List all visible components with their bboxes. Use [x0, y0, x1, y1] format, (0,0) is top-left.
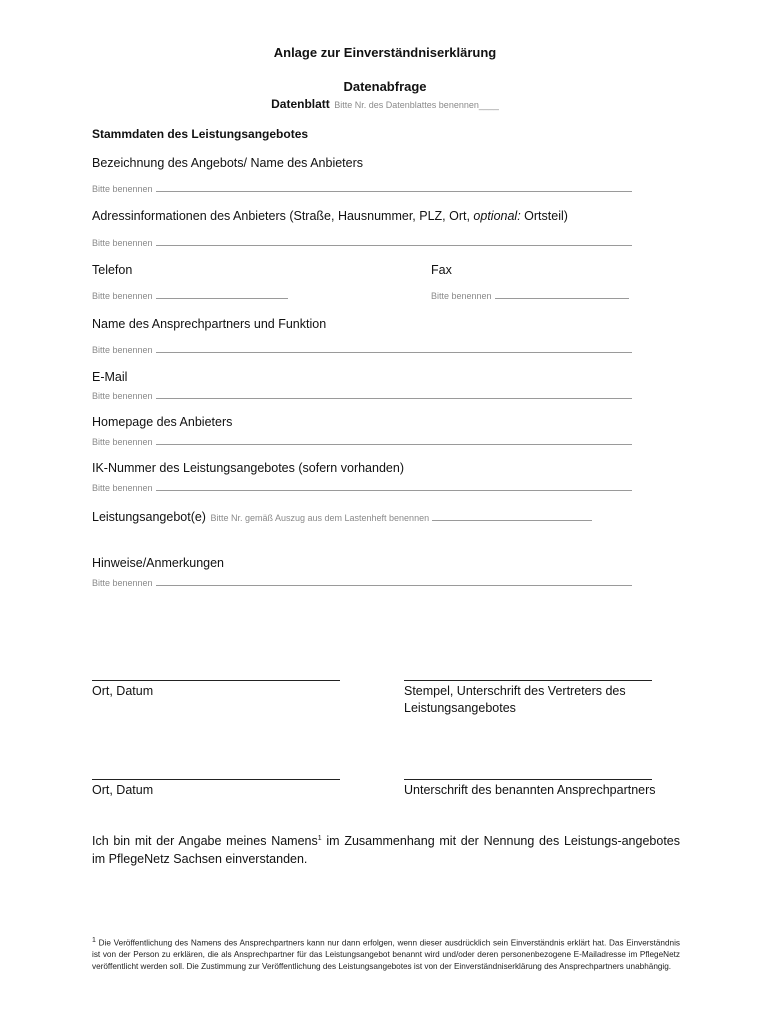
- consent-part2: im Zusammenhang mit der Nennung des Leistungs-angebotes im PflegeNetz Sachsen einverstanden.: [92, 834, 680, 867]
- signature-line-ort-datum-2[interactable]: [92, 779, 340, 780]
- datasheet-hint: Bitte Nr. des Datenblattes benennen____: [334, 100, 499, 110]
- label-ansprechpartner: Name des Ansprechpartners und Funktion: [92, 317, 327, 331]
- fill-line: [156, 390, 632, 399]
- datasheet-label: Datenblatt: [271, 97, 330, 111]
- placeholder-text: Bitte benennen: [92, 345, 153, 355]
- field-hinweise[interactable]: [92, 573, 632, 591]
- footnote: [92, 935, 680, 972]
- caption-ort-datum-2: Ort, Datum: [92, 783, 154, 797]
- field-ansprechpartner[interactable]: [92, 340, 632, 358]
- field-homepage[interactable]: [92, 432, 632, 450]
- label-adresse: [92, 209, 568, 223]
- footnote-marker: 1: [92, 937, 96, 944]
- signature-line-ort-datum-1[interactable]: [92, 680, 340, 681]
- consent-paragraph: [92, 830, 680, 868]
- placeholder-text: Bitte benennen: [92, 184, 153, 194]
- field-fax[interactable]: [431, 286, 629, 304]
- label-bezeichnung: Bezeichnung des Angebots/ Name des Anbieters: [92, 156, 364, 170]
- field-telefon[interactable]: [92, 286, 288, 304]
- adresse-optional: optional:: [473, 209, 521, 223]
- fill-line: [432, 512, 592, 521]
- placeholder-text: Bitte benennen: [92, 391, 153, 401]
- fill-line: [156, 237, 632, 246]
- document-title: Anlage zur Einverständniserklärung: [273, 45, 497, 60]
- fill-line: [156, 482, 632, 491]
- placeholder-text: Bitte benennen: [92, 238, 153, 248]
- field-bezeichnung[interactable]: [92, 179, 632, 197]
- label-ik-nummer: IK-Nummer des Leistungsangebotes (sofern vorhanden): [92, 461, 404, 475]
- fill-line: [156, 436, 632, 445]
- signature-line-stempel[interactable]: [404, 680, 652, 681]
- label-leistungsangebot: Leistungsangebot(e): [92, 510, 206, 524]
- section-title: Stammdaten des Leistungsangebotes: [92, 127, 309, 141]
- placeholder-text: Bitte benennen: [92, 483, 153, 493]
- caption-stempel-line1: Stempel, Unterschrift des Vertreters des: [404, 684, 626, 698]
- fill-line: [156, 344, 632, 353]
- caption-stempel-line2: Leistungsangebotes: [404, 701, 516, 715]
- placeholder-text: Bitte benennen: [431, 291, 492, 301]
- field-leistungsangebot[interactable]: [92, 508, 592, 526]
- caption-ort-datum-1: Ort, Datum: [92, 684, 154, 698]
- label-email: E-Mail: [92, 370, 128, 384]
- fill-line: [156, 577, 632, 586]
- placeholder-text: Bitte benennen: [92, 437, 153, 447]
- label-homepage: Homepage des Anbieters: [92, 415, 233, 429]
- fill-line: [156, 183, 632, 192]
- placeholder-text: Bitte benennen: [92, 291, 153, 301]
- label-telefon: Telefon: [92, 263, 133, 277]
- footnote-reference: 1: [317, 835, 322, 842]
- field-ik-nummer[interactable]: [92, 478, 632, 496]
- caption-unterschrift-ansprechpartner: Unterschrift des benannten Ansprechpartners: [404, 783, 656, 797]
- label-fax: Fax: [431, 263, 452, 277]
- consent-part1: Ich bin mit der Angabe meines Namens: [92, 834, 318, 849]
- datasheet-row: [0, 95, 770, 113]
- field-email[interactable]: [92, 386, 632, 404]
- adresse-suffix: Ortsteil): [524, 209, 568, 223]
- field-adresse[interactable]: [92, 233, 632, 251]
- adresse-text: Adressinformationen des Anbieters (Straße, Hausnummer, PLZ, Ort,: [92, 209, 470, 223]
- placeholder-text: Bitte benennen: [92, 578, 153, 588]
- signature-line-ansprechpartner[interactable]: [404, 779, 652, 780]
- label-hinweise: Hinweise/Anmerkungen: [92, 556, 225, 570]
- leistungsangebot-hint: Bitte Nr. gemäß Auszug aus dem Lastenheft benennen: [210, 513, 430, 523]
- fill-line: [495, 290, 629, 299]
- document-subtitle: Datenabfrage: [343, 79, 427, 94]
- fill-line: [156, 290, 288, 299]
- footnote-text: Die Veröffentlichung des Namens des Ansprechpartners kann nur dann erfolgen, wenn dieser ausdrücklich sein Einverständnis erklärt hat. Das Einverständnis ist von der Person zu erklären, die als Ansprechpartner für das Leistungsangebot benannt wird und/oder deren personenbezogene E-Mailadresse im PflegeNetz veröffentlicht werden soll. Die Zustimmung zur Veröffentlichung des Leistungsangebotes ist von der Einverständniserklärung des Ansprechpartners unabhängig.: [92, 938, 680, 971]
